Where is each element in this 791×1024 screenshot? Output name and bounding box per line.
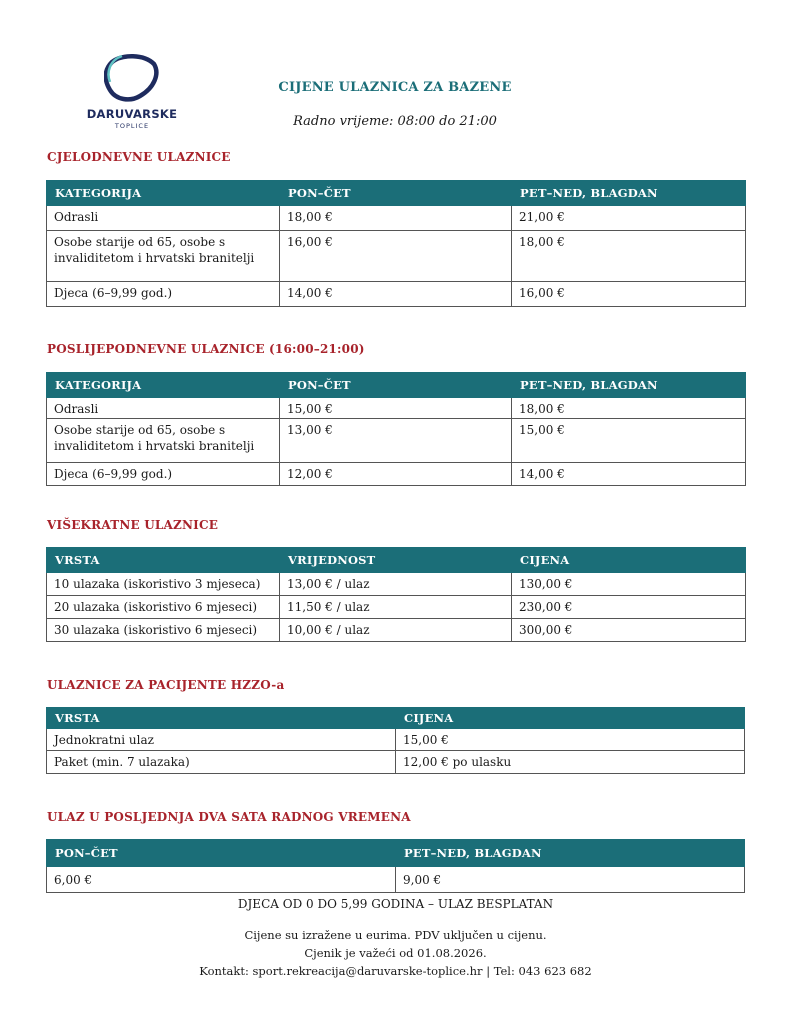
price-cell: 15,00 € <box>396 729 745 751</box>
price-cell: 18,00 € <box>512 398 746 419</box>
category-cell: 10 ulazaka (iskoristivo 3 mjeseca) <box>47 573 280 596</box>
section-title-full-day: CJELODNEVNE ULAZNICE <box>47 150 231 164</box>
category-cell: 30 ulazaka (iskoristivo 6 mjeseci) <box>47 619 280 642</box>
table-header-row <box>47 181 746 206</box>
column-header: PET–NED, BLAGDAN <box>512 373 746 398</box>
column-header: KATEGORIJA <box>47 181 280 206</box>
column-header: PON–ČET <box>280 373 512 398</box>
category-cell: Odrasli <box>47 206 280 231</box>
table-row <box>47 398 746 419</box>
document-title: CIJENE ULAZNICA ZA BAZENE <box>278 80 512 95</box>
column-header: PON–ČET <box>47 840 396 867</box>
table-row <box>47 282 746 307</box>
price-cell: 12,00 € po ulasku <box>396 751 745 774</box>
table-row <box>47 419 746 463</box>
multi-entry-table <box>46 547 746 642</box>
table-row <box>47 206 746 231</box>
price-cell: 21,00 € <box>512 206 746 231</box>
table-row <box>47 463 746 486</box>
price-cell: 15,00 € <box>280 398 512 419</box>
column-header: VRSTA <box>47 548 280 573</box>
column-header: KATEGORIJA <box>47 373 280 398</box>
column-header: VRIJEDNOST <box>280 548 512 573</box>
category-cell: Osobe starije od 65, osobe s invaliditetom i hrvatski branitelji <box>47 419 280 463</box>
table-row <box>47 619 746 642</box>
category-cell: Djeca (6–9,99 god.) <box>47 282 280 307</box>
table-row <box>47 867 745 893</box>
category-cell: Paket (min. 7 ulazaka) <box>47 751 396 774</box>
price-cell: 13,00 € <box>280 419 512 463</box>
table-header-row <box>47 548 746 573</box>
price-cell: 12,00 € <box>280 463 512 486</box>
free-entry-note: DJECA OD 0 DO 5,99 GODINA – ULAZ BESPLATAN <box>237 897 554 911</box>
hzzo-table <box>46 707 745 774</box>
price-cell: 18,00 € <box>280 206 512 231</box>
price-cell: 300,00 € <box>512 619 746 642</box>
price-cell: 14,00 € <box>280 282 512 307</box>
price-cell: 18,00 € <box>512 231 746 282</box>
section-title-afternoon: POSLIJEPODNEVNE ULAZNICE (16:00–21:00) <box>47 342 365 356</box>
table-header-row <box>47 708 745 729</box>
section-title-hzzo: ULAZNICE ZA PACIJENTE HZZO-a <box>47 678 285 692</box>
category-cell: Odrasli <box>47 398 280 419</box>
value-cell: 13,00 € / ulaz <box>280 573 512 596</box>
working-hours: Radno vrijeme: 08:00 do 21:00 <box>293 114 497 129</box>
logo <box>82 52 182 132</box>
value-cell: 10,00 € / ulaz <box>280 619 512 642</box>
table-row <box>47 729 745 751</box>
price-cell: 230,00 € <box>512 596 746 619</box>
price-cell: 6,00 € <box>47 867 396 893</box>
value-cell: 11,50 € / ulaz <box>280 596 512 619</box>
section-title-multi-entry: VIŠEKRATNE ULAZNICE <box>47 518 219 532</box>
afternoon-table <box>46 372 746 486</box>
price-cell: 14,00 € <box>512 463 746 486</box>
currency-note: Cijene su izražene u eurima. PDV uključen u cijenu. <box>244 928 547 942</box>
last-two-hours-table <box>46 839 745 893</box>
table-row <box>47 596 746 619</box>
table-header-row <box>47 373 746 398</box>
price-cell: 130,00 € <box>512 573 746 596</box>
column-header: CIJENA <box>512 548 746 573</box>
table-header-row <box>47 840 745 867</box>
price-cell: 9,00 € <box>396 867 745 893</box>
contact-line: Kontakt: sport.rekreacija@daruvarske-toplice.hr | Tel: 043 623 682 <box>199 964 592 978</box>
category-cell: Jednokratni ulaz <box>47 729 396 751</box>
column-header: PON–ČET <box>280 181 512 206</box>
logo-mark-icon <box>104 52 160 106</box>
table-row <box>47 751 745 774</box>
column-header: VRSTA <box>47 708 396 729</box>
logo-name: DARUVARSKE <box>86 107 178 121</box>
section-title-last-two-hours: ULAZ U POSLJEDNJA DVA SATA RADNOG VREMENA <box>47 810 411 824</box>
table-row <box>47 231 746 282</box>
column-header: CIJENA <box>396 708 745 729</box>
validity-note: Cjenik je važeći od 01.08.2026. <box>304 946 487 960</box>
full-day-table <box>46 180 746 307</box>
price-cell: 16,00 € <box>512 282 746 307</box>
column-header: PET–NED, BLAGDAN <box>512 181 746 206</box>
category-cell: Djeca (6–9,99 god.) <box>47 463 280 486</box>
category-cell: Osobe starije od 65, osobe s invaliditetom i hrvatski branitelji <box>47 231 280 282</box>
logo-subtitle: TOPLICE <box>114 122 150 130</box>
table-row <box>47 573 746 596</box>
category-cell: 20 ulazaka (iskoristivo 6 mjeseci) <box>47 596 280 619</box>
price-cell: 15,00 € <box>512 419 746 463</box>
price-cell: 16,00 € <box>280 231 512 282</box>
column-header: PET–NED, BLAGDAN <box>396 840 745 867</box>
